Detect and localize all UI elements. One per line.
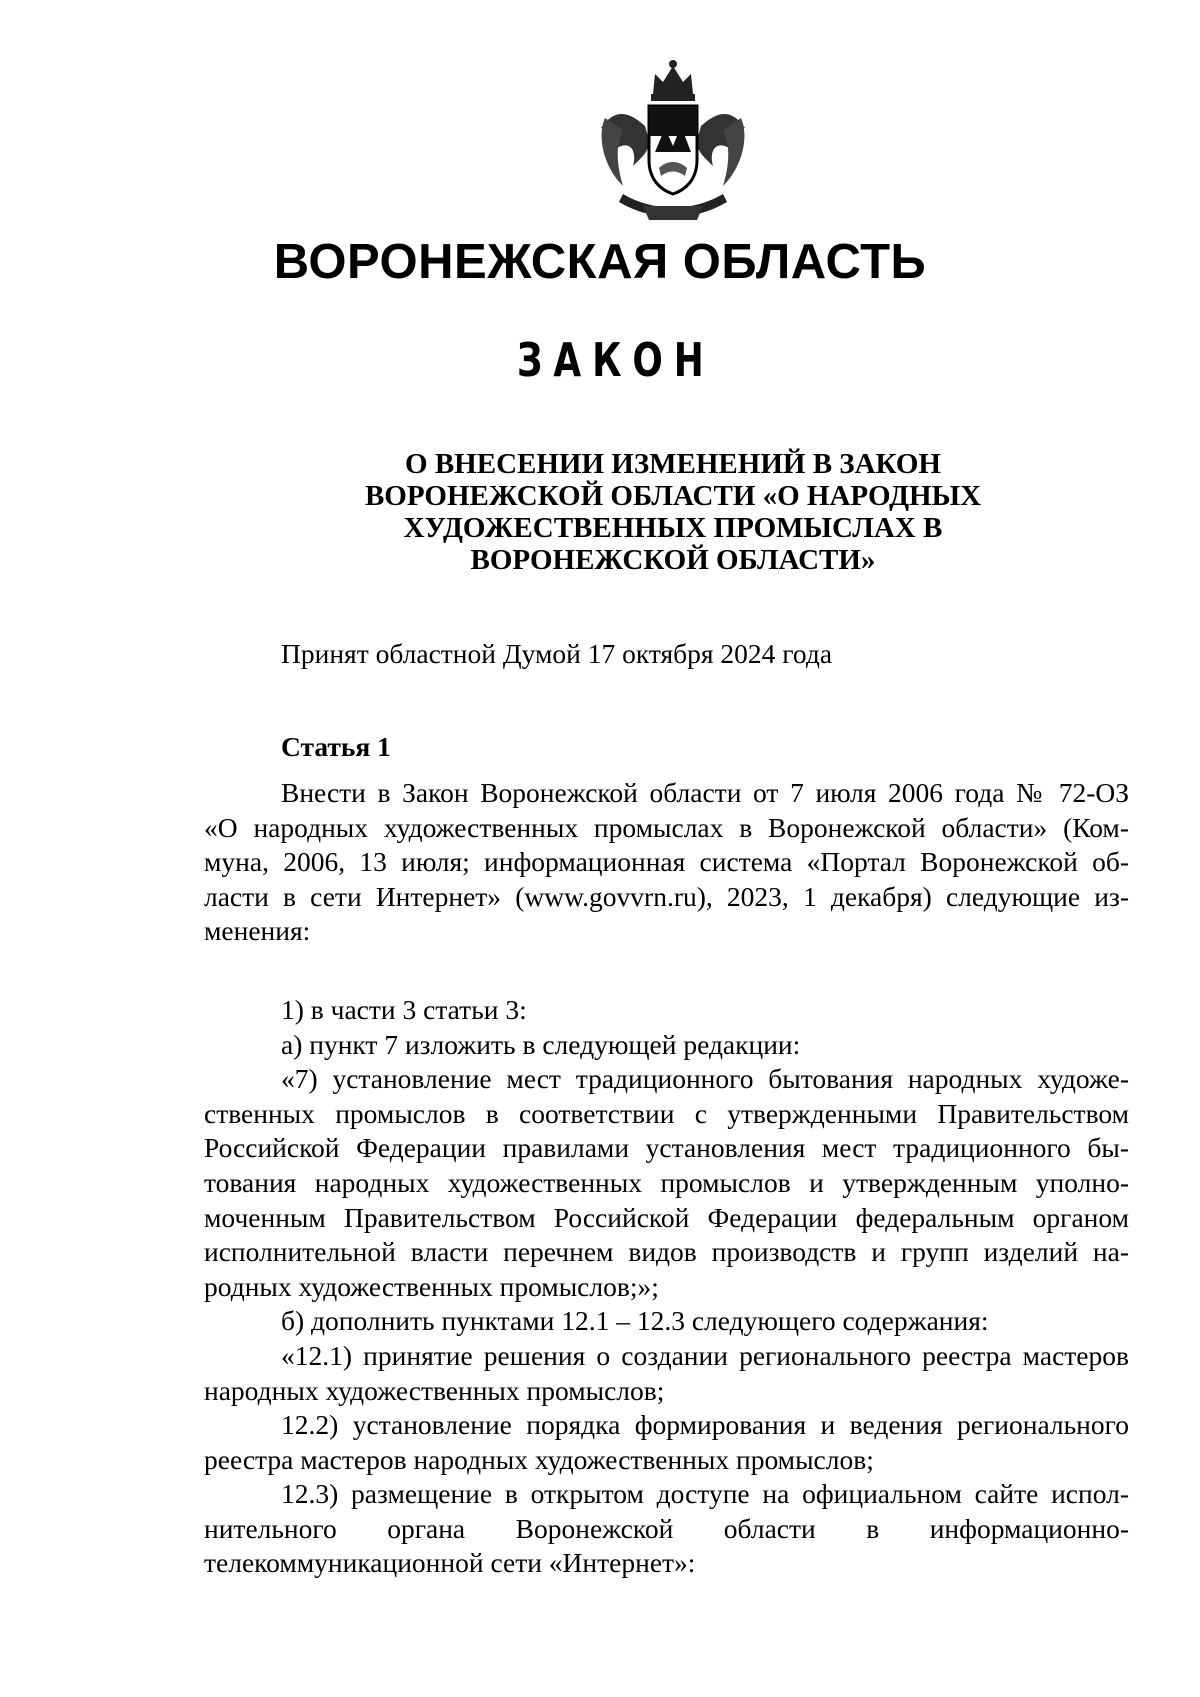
article-line: «7) установление мест традиционного бытования народных художе-	[281, 1063, 1129, 1095]
article-line: телекоммуникационной сети «Интернет»:	[204, 1547, 696, 1579]
article-line: тования народных художественных промыслов и утвержденным уполно-	[204, 1166, 1129, 1198]
law-title-line: ВОРОНЕЖСКОЙ ОБЛАСТИ «О НАРОДНЫХ	[364, 480, 982, 512]
article-line: менения:	[204, 915, 311, 947]
law-title-line: ВОРОНЕЖСКОЙ ОБЛАСТИ»	[470, 544, 876, 576]
law-title-line: О ВНЕСЕНИИ ИЗМЕНЕНИЙ В ЗАКОН	[405, 448, 941, 480]
article-line: Российской Федерации правилами установления мест традиционного бы-	[204, 1132, 1129, 1164]
article-line: ственных промыслов в соответствии с утвержденными Правительством	[204, 1097, 1129, 1129]
article-line: муна, 2006, 13 июля; информационная система «Портал Воронежской об-	[204, 846, 1129, 878]
article-line: реестра мастеров народных художественных промыслов;	[204, 1443, 874, 1475]
coat-of-arms-icon	[593, 56, 753, 224]
article-line: ласти в сети Интернет» (www.govvrn.ru), 2023, 1 декабря) следующие из-	[204, 880, 1129, 912]
article-line: б) дополнить пунктами 12.1 – 12.3 следующего содержания:	[281, 1305, 989, 1337]
article-heading: Статья 1	[281, 731, 391, 762]
article-line: исполнительной власти перечнем видов производств и групп изделий на-	[204, 1236, 1129, 1268]
adoption-date-line: Принят областной Думой 17 октября 2024 года	[281, 638, 833, 669]
article-line: а) пункт 7 изложить в следующей редакции:	[281, 1028, 801, 1060]
article-line: 1) в части 3 статьи 3:	[281, 993, 527, 1025]
law-title	[300, 448, 1046, 576]
article-line: Внести в Закон Воронежской области от 7 июля 2006 года № 72-ОЗ	[281, 777, 1129, 808]
article-body	[204, 776, 1129, 1581]
document-type-heading: ЗАКОН	[516, 333, 715, 387]
law-title-line: ХУДОЖЕСТВЕННЫХ ПРОМЫСЛАХ В	[403, 512, 943, 544]
article-line: 12.3) размещение в открытом доступе на официальном сайте испол-	[281, 1478, 1129, 1510]
article-line: «12.1) принятие решения о создании регионального реестра мастеров	[281, 1339, 1129, 1371]
article-line: нительного органа Воронежской области в информационно-	[204, 1512, 1129, 1544]
article-line: «О народных художественных промыслах в Воронежской области» (Ком-	[204, 811, 1129, 843]
article-line: народных художественных промыслов;	[204, 1374, 665, 1406]
article-line: моченным Правительством Российской Федерации федеральным органом	[204, 1201, 1129, 1233]
region-title: ВОРОНЕЖСКАЯ ОБЛАСТЬ	[273, 235, 927, 289]
article-line: родных художественных промыслов;»;	[204, 1270, 659, 1302]
article-line: 12.2) установление порядка формирования и ведения регионального	[281, 1409, 1129, 1441]
